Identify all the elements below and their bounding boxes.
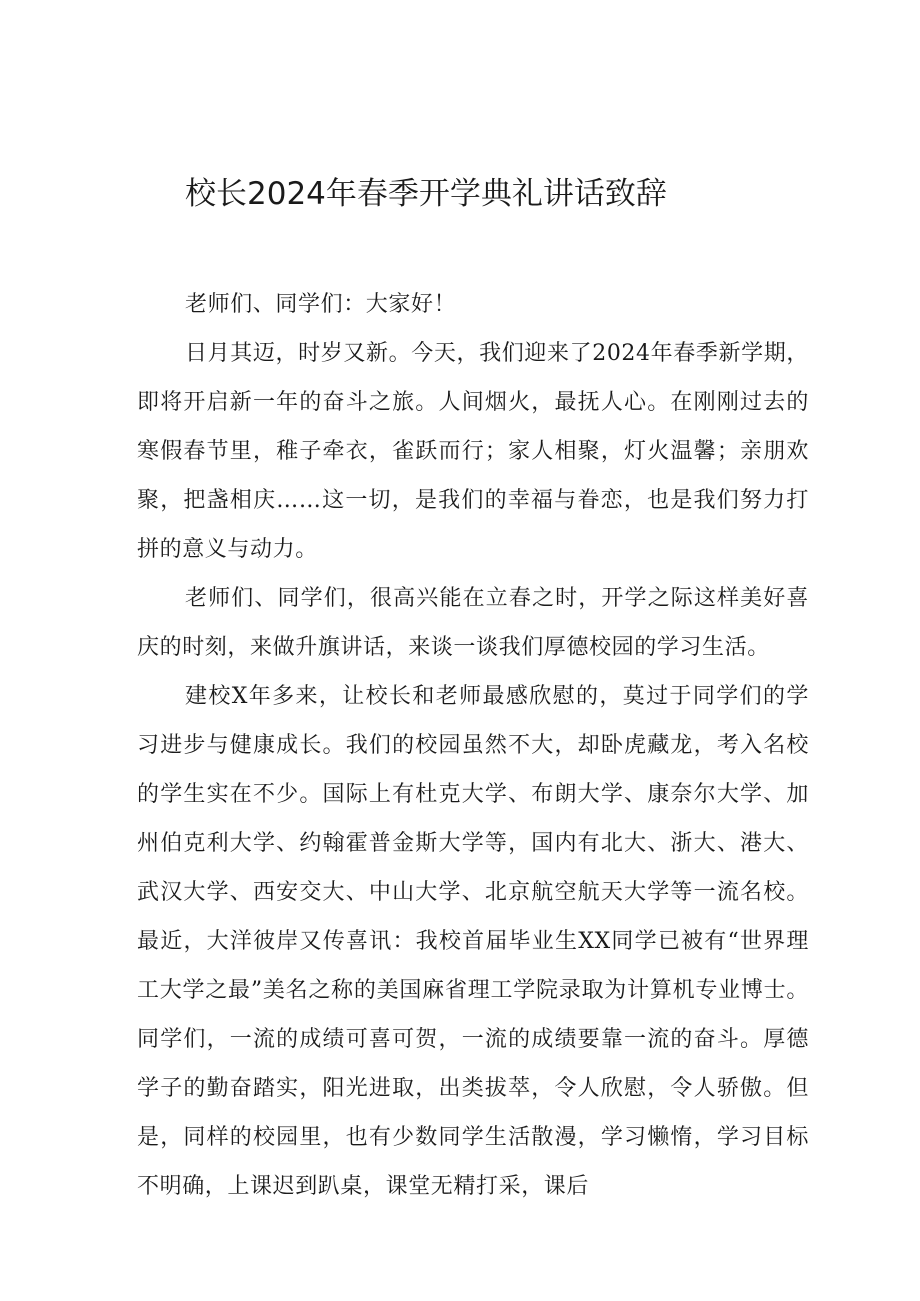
document-title: 校长2024年春季开学典礼讲话致辞 bbox=[185, 176, 667, 212]
paragraph-school-achievements: 建校X年多来，让校长和老师最感欣慰的，莫过于同学们的学习进步与健康成长。我们的校园虽然不大，却卧虎藏龙，考入名校的学生实在不少。国际上有杜克大学、布朗大学、康奈尔大学、加州伯克利大学、约翰霍普金斯大学等，国内有北大、浙大、港大、武汉大学、西安交大、中山大学、北京航空航天大学等一流名校。最近，大洋彼岸又传喜讯：我校首届毕业生XX同学已被有“世界理工大学之最”美名之称的美国麻省理工学院录取为计算机专业博士。同学们，一流的成绩可喜可贺，一流的成绩要靠一流的奋斗。厚德学子的勤奋踏实，阳光进取，出类拔萃，令人欣慰，令人骄傲。但是，同样的校园里，也有少数同学生活散漫，学习懒惰，学习目标不明确，上课迟到趴桌，课堂无精打采，课后 bbox=[137, 684, 809, 1199]
document-body bbox=[137, 280, 809, 1211]
paragraph-greeting: 老师们、同学们：大家好！ bbox=[185, 292, 457, 317]
paragraph-new-semester: 日月其迈，时岁又新。今天，我们迎来了2024年春季新学期，即将开启新一年的奋斗之旅。人间烟火，最抚人心。在刚刚过去的寒假春节里，稚子牵衣，雀跃而行；家人相聚，灯火温馨；亲朋欢聚，把盏相庆……这一切，是我们的幸福与眷恋，也是我们努力打拼的意义与动力。 bbox=[137, 341, 809, 562]
paragraph-flag-speech: 老师们、同学们，很高兴能在立春之时，开学之际这样美好喜庆的时刻，来做升旗讲话，来谈一谈我们厚德校园的学习生活。 bbox=[137, 586, 809, 660]
